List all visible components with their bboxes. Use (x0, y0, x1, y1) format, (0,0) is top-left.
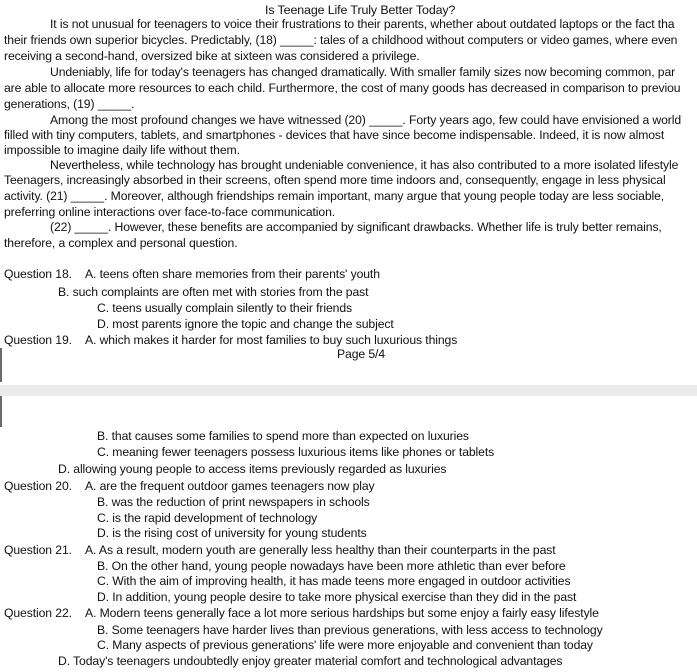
answer-option: B. Some teenagers have harder lives than previous generations, with less access to technology (97, 623, 603, 637)
answer-option: B. was the reduction of print newspapers in schools (97, 495, 370, 509)
passage-line: Nevertheless, while technology has brought undeniable convenience, it has also contributed to a more isolated lifestyle (50, 158, 679, 172)
passage-line: preferring online interactions over face-to-face communication. (4, 205, 336, 219)
answer-option: A. Modern teens generally face a lot more serious hardships but some enjoy a fairly easy lifestyle (85, 606, 599, 620)
passage-line: receiving a second-hand, oversized bike at sixteen was considered a privilege. (4, 49, 420, 63)
passage-line: are able to allocate more resources to each child. Furthermore, the cost of many goods has decreased in comparison to previou (4, 81, 681, 95)
question-number: Question 19. (4, 333, 72, 347)
answer-option: A. are the frequent outdoor games teenagers now play (85, 479, 375, 493)
question-number: Question 20. (4, 479, 72, 493)
passage-line: their friends own superior bicycles. Predictably, (18) _____: tales of a childhood without computers or video games, where even (4, 33, 678, 47)
passage-line: filled with tiny computers, tablets, and smartphones - devices that have since become indispensable. Indeed, it is now almost (4, 128, 665, 142)
answer-option: C. teens usually complain silently to their friends (97, 301, 353, 315)
answer-option: B. On the other hand, young people nowadays have been more athletic than ever before (97, 559, 566, 573)
page-edge-marker (0, 348, 2, 382)
passage-line: Among the most profound changes we have witnessed (20) _____. Forty years ago, few could have envisioned a world (50, 113, 682, 127)
answer-option: A. which makes it harder for most families to buy such luxurious things (85, 333, 458, 347)
page-number: Page 5/4 (337, 347, 385, 361)
answer-option: C. With the aim of improving health, it has made teens more engaged in outdoor activities (97, 574, 571, 588)
question-number: Question 22. (4, 606, 72, 620)
page-edge-marker (0, 396, 2, 427)
passage-line: activity. (21) _____. Moreover, although friendships remain important, many argue that young people today are less sociable, (4, 189, 665, 203)
answer-option: B. such complaints are often met with stories from the past (58, 285, 369, 299)
answer-option: B. that causes some families to spend more than expected on luxuries (97, 429, 469, 443)
answer-option: A. As a result, modern youth are generally less healthy than their counterparts in the past (85, 543, 556, 557)
answer-option: D. allowing young people to access items previously regarded as luxuries (58, 462, 447, 476)
question-number: Question 21. (4, 543, 72, 557)
page-separator (0, 385, 697, 396)
answer-option: D. most parents ignore the topic and change the subject (97, 317, 394, 331)
passage-line: It is not unusual for teenagers to voice their frustrations to their parents, whether about outdated laptops or the fact tha (50, 17, 675, 31)
answer-option: D. is the rising cost of university for young students (97, 526, 367, 540)
answer-option: C. is the rapid development of technology (97, 511, 318, 525)
answer-option: C. meaning fewer teenagers possess luxurious items like phones or tablets (97, 445, 495, 459)
question-number: Question 18. (4, 267, 72, 281)
passage-line: therefore, a complex and personal question. (4, 236, 238, 250)
document-title: Is Teenage Life Truly Better Today? (265, 3, 456, 17)
answer-option: D. In addition, young people desire to take more physical exercise than they did in the past (97, 590, 577, 604)
passage-line: Undeniably, life for today's teenagers has changed dramatically. With smaller family sizes now becoming common, par (50, 65, 676, 79)
answer-option: A. teens often share memories from their parents' youth (85, 267, 380, 281)
passage-line: generations, (19) _____. (4, 97, 135, 111)
answer-option: D. Today's teenagers undoubtedly enjoy greater material comfort and technological advantages (58, 654, 563, 668)
passage-line: Teenagers, increasingly absorbed in their screens, often spend more time indoors and, consequently, engage in less physical (4, 173, 666, 187)
passage-line: impossible to imagine daily life without them. (4, 143, 240, 157)
answer-option: C. Many aspects of previous generations' life were more enjoyable and convenient than today (97, 638, 593, 652)
passage-line: (22) _____. However, these benefits are accompanied by significant drawbacks. Whether life is truly better remains, (50, 220, 662, 234)
